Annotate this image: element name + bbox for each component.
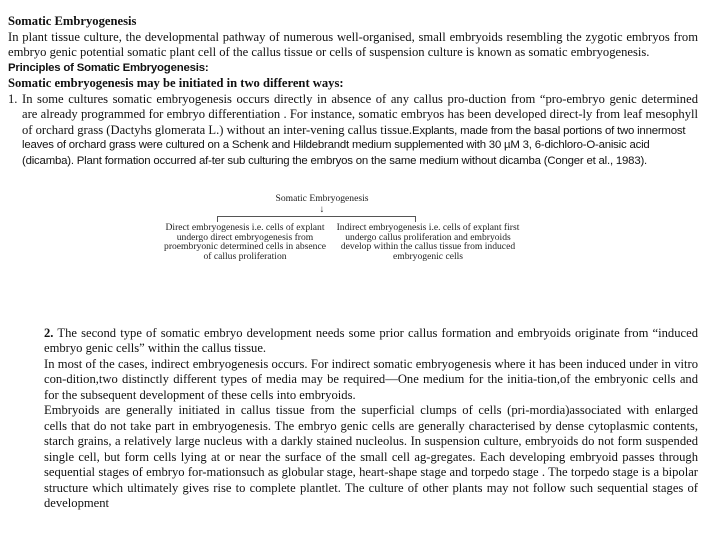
paragraph-line: embryo genic potential somatic plant cell of the callus tissue or cells of suspension culture is known as somatic embryogenesis.	[8, 45, 650, 59]
paragraph-line: In plant tissue culture, the developmental pathway of numerous well-organised, small embryoids resembling the zygotic embryos from	[8, 30, 698, 44]
list-item-text: The second type of somatic embryo development needs some prior callus formation and embryoids originate from “induced	[57, 326, 698, 340]
section-title: Somatic Embryogenesis	[8, 14, 137, 28]
bracket-line	[217, 216, 415, 217]
list-item-line: are already programmed for embryo differentiation . For instance, somatic embryos has been developed direct-ly from leaf mesophyll	[22, 107, 698, 121]
diagram-root: Somatic Embryogenesis	[275, 193, 369, 204]
arrow-down-icon: ↓	[319, 204, 325, 215]
paragraph-line: single cell, but form cells lying at or near the surface of the small cell ag-gregates. Each developing embryoid passes through	[44, 450, 698, 464]
paragraph-line: embryo genic cells” within the callus tissue.	[44, 341, 267, 355]
paragraph-line: sequential stages of embryo for-mationsuch as globular stage, heart-shape stage and torpedo stage . The torpedo stage is a bipolar	[44, 465, 698, 479]
ways-heading: Somatic embryogenesis may be initiated in two different ways:	[8, 76, 344, 90]
diagram-text: undergo direct embryogenesis from	[176, 231, 314, 243]
list-item-line: In some cultures somatic embryogenesis occurs directly in absence of any callus pro-duction from “pro-embryo genic determined	[22, 92, 698, 106]
list-item-line: leaves of orchard grass were cultured on a Schenk and Hildebrandt medium supplemented with 30 µM 3, 6-dichloro-O-anisic acid	[22, 139, 650, 151]
list-item-line: (dicamba). Plant formation occurred af-ter sub culturing the embryos on the same medium without dicamba (Conger et al., 1983).	[22, 155, 648, 167]
paragraph-line: In most of the cases, indirect embryogenesis occurs. For indirect somatic embryogenesis where it has been induced under in vitro	[44, 357, 698, 371]
list-item-line	[22, 123, 685, 139]
list-item-text-sans: Explants, made from the basal portions of two innermost	[412, 125, 686, 137]
list-item-text: of orchard grass (Dactyhs glomerata L.) without an inter-vening callus tissue.	[22, 123, 413, 137]
list-number: 1.	[8, 92, 18, 106]
diagram-text: develop within the callus tissue from induced	[340, 241, 516, 253]
paragraph-line	[44, 326, 698, 341]
paragraph-line: cells that do not take part in embryogenesis. The embryo genic cells are generally characterised by dense cytoplasmic contents,	[44, 419, 698, 433]
paragraph-line: development	[44, 496, 110, 510]
paragraph-line: for the subsequent development of these cells into embryoids.	[44, 388, 356, 402]
indirect-branch	[318, 223, 538, 261]
diagram-text: Indirect embryogenesis i.e. cells of explant first	[336, 222, 520, 233]
diagram-text: proembryonic determined cells in absence	[164, 241, 326, 253]
paragraph-line: Embryoids are generally initiated in callus tissue from the superficial clumps of cells (pri-mordia)associated with enlarged	[44, 403, 698, 417]
principles-heading: Principles of Somatic Embryogenesis:	[8, 62, 209, 74]
diagram-text: Direct embryogenesis i.e. cells of explant	[165, 222, 325, 233]
paragraph-line: con-dition,two distinctly different types of media may be required—One medium for the initia-tion,of the embryonic cells and	[44, 372, 698, 386]
paragraph-line: starch grains, a relatively large nucleus with a darkly stained nucleolus. In suspension culture, embryoids do not form suspended	[44, 434, 698, 448]
diagram-text: embryogenic cells	[392, 250, 464, 262]
paragraph-line: structure which ultimately gives rise to complete plantlet. The culture of other plants may not follow such sequential stages of	[44, 481, 698, 495]
diagram-text: undergo callus proliferation and embryoids	[345, 231, 511, 243]
diagram-text: of callus proliferation	[203, 250, 287, 262]
list-number: 2.	[44, 326, 54, 340]
